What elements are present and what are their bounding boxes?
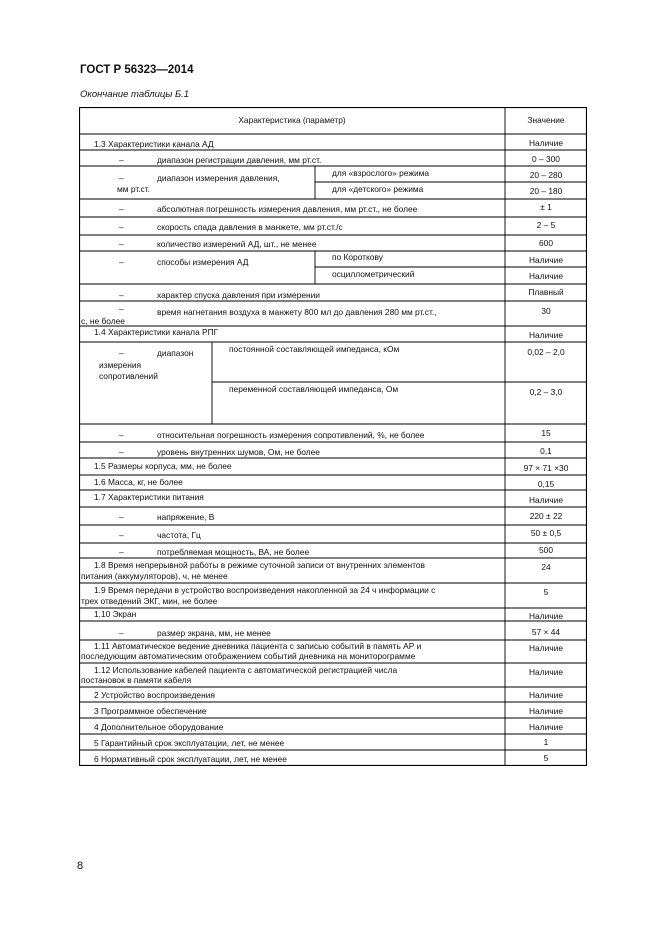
row-sublabel: переменной составляющей импеданса, Ом — [229, 384, 399, 394]
row-sublabel: для «детского» режима — [332, 184, 424, 194]
row-sublabel: осциллометрический — [332, 269, 415, 279]
row-label: 5 Гарантийный срок эксплуатации, лет, не менее — [94, 738, 285, 748]
row-label: скорость спада давления в манжете, мм рт.ст./с — [157, 222, 343, 232]
row-value: 1 — [543, 737, 549, 747]
row-label: 1.3 Характеристики канала АД — [94, 139, 214, 149]
row-value: Наличие — [529, 722, 563, 732]
document-header: ГОСТ Р 56323—2014 — [80, 64, 194, 76]
row-value: Наличие — [529, 706, 563, 716]
row-label: диапазон измерения давления, — [157, 173, 280, 183]
dash-marker: – — [119, 547, 124, 557]
row-value: 50 ± 0,5 — [530, 528, 562, 538]
dash-marker: – — [119, 512, 124, 522]
row-label: 1.9 Время передачи в устройство воспроизведения накопленной за 24 ч информации с — [94, 585, 436, 595]
row-label: относительная погрешность измерения сопротивлений, %, не более — [157, 430, 425, 440]
row-value: 0,15 — [537, 479, 555, 489]
row-value: Наличие — [529, 255, 563, 265]
row-value: 5 — [543, 753, 549, 763]
dash-marker: – — [119, 530, 124, 540]
row-value: 0,02 – 2,0 — [527, 347, 565, 357]
row-label: 1.12 Использование кабелей пациента с автоматической регистрацией числа — [94, 665, 398, 675]
row-value: 20 – 280 — [529, 170, 563, 180]
row-value: ± 1 — [540, 202, 552, 212]
row-value: 0,1 — [540, 446, 552, 456]
dash-marker: – — [119, 348, 124, 358]
row-label: 1.11 Автоматическое ведение дневника пациента с записью событий в память АР и — [94, 641, 422, 651]
row-label-continuation: постановок в памяти кабеля — [81, 675, 192, 685]
characteristics-table — [79, 107, 587, 766]
row-value: Наличие — [529, 690, 563, 700]
row-value: 500 — [539, 545, 553, 555]
dash-marker: – — [119, 239, 124, 249]
row-label: 2 Устройство воспроизведения — [94, 690, 215, 700]
row-value: 20 – 180 — [529, 186, 563, 196]
row-label: 1.10 Экран — [94, 609, 137, 619]
row-value: 0 – 300 — [532, 154, 560, 164]
row-value: Плавный — [528, 287, 564, 297]
row-value: 2 – 5 — [536, 220, 556, 230]
column-header-value: Значение — [527, 115, 565, 125]
row-label: 4 Дополнительное оборудование — [94, 722, 224, 732]
row-value: 57 × 44 — [531, 627, 561, 637]
row-value: 30 — [541, 306, 551, 316]
table-continuation-caption: Окончание таблицы Б.1 — [80, 89, 190, 100]
row-label: количество измерений АД, шт., не менее — [157, 239, 317, 249]
row-value: 5 — [543, 587, 549, 597]
row-value: Наличие — [529, 330, 563, 340]
row-value: Наличие — [529, 667, 563, 677]
row-label: частота, Гц — [157, 530, 201, 540]
row-label: абсолютная погрешность измерения давления, мм рт.ст., не более — [157, 204, 418, 214]
row-value: 24 — [541, 562, 551, 572]
dash-marker: – — [119, 257, 124, 267]
dash-marker: – — [119, 155, 124, 165]
row-label-continuation: с, не более — [81, 316, 125, 326]
row-label: 1.6 Масса, кг, не более — [94, 477, 183, 487]
row-label-continuation: мм рт.ст. — [117, 184, 150, 194]
row-value: 0,2 – 3,0 — [529, 387, 563, 397]
row-value: 15 — [541, 428, 551, 438]
row-value: Наличие — [529, 643, 563, 653]
row-value: 97 × 71 ×30 — [523, 463, 569, 473]
dash-marker: – — [119, 447, 124, 457]
row-label: способы измерения АД — [157, 257, 249, 267]
page-number: 8 — [77, 860, 84, 872]
dash-marker: – — [119, 290, 124, 300]
row-value: Наличие — [529, 138, 563, 148]
row-label: 1.5 Размеры корпуса, мм, не более — [94, 461, 232, 471]
column-header-characteristic: Характеристика (параметр) — [238, 115, 346, 125]
row-label: 1.7 Характеристики питания — [94, 492, 204, 502]
row-value: Наличие — [529, 611, 563, 621]
row-label: время нагнетания воздуха в манжету 800 мл до давления 280 мм рт.ст., — [157, 307, 437, 317]
row-value: 600 — [539, 238, 553, 248]
row-label-continuation: последующим автоматическим отображением событий дневника на мониторограмме — [81, 651, 416, 661]
row-label: 3 Программное обеспечение — [94, 706, 207, 716]
dash-marker: – — [119, 628, 124, 638]
dash-marker: – — [119, 222, 124, 232]
row-label: диапазон регистрации давления, мм рт.ст. — [157, 155, 322, 165]
row-label: размер экрана, мм, не менее — [157, 628, 271, 638]
row-label: характер спуска давления при измерении — [157, 290, 320, 300]
dash-marker: – — [119, 173, 124, 183]
row-label-continuation: питания (аккумуляторов), ч, не менее — [81, 571, 228, 581]
row-label: 1.8 Время непрерывной работы в режиме суточной записи от внутренних элементов — [94, 560, 425, 570]
row-sublabel: для «взрослого» режима — [332, 168, 430, 178]
row-value: Наличие — [529, 495, 563, 505]
row-label: 6 Нормативный срок эксплуатации, лет, не менее — [94, 754, 287, 764]
row-label: потребляемая мощность, ВА, не более — [157, 547, 310, 557]
dash-marker: – — [119, 204, 124, 214]
row-label-continuation: трех отведений ЭКГ, мин, не более — [81, 596, 218, 606]
row-label: напряжение, В — [157, 512, 215, 522]
row-label-continuation: сопротивлений — [99, 371, 158, 381]
row-label: 1.4 Характеристики канала РПГ — [94, 327, 219, 337]
row-sublabel: постоянной составляющей импеданса, кОм — [229, 344, 400, 354]
row-value: Наличие — [529, 271, 563, 281]
row-label-continuation: измерения — [99, 360, 142, 370]
row-value: 220 ± 22 — [529, 511, 563, 521]
dash-marker: – — [119, 430, 124, 440]
row-label: диапазон — [157, 348, 194, 358]
dash-marker: – — [119, 304, 124, 314]
row-label: уровень внутренних шумов, Ом, не более — [157, 447, 320, 457]
row-sublabel: по Короткову — [332, 252, 383, 262]
